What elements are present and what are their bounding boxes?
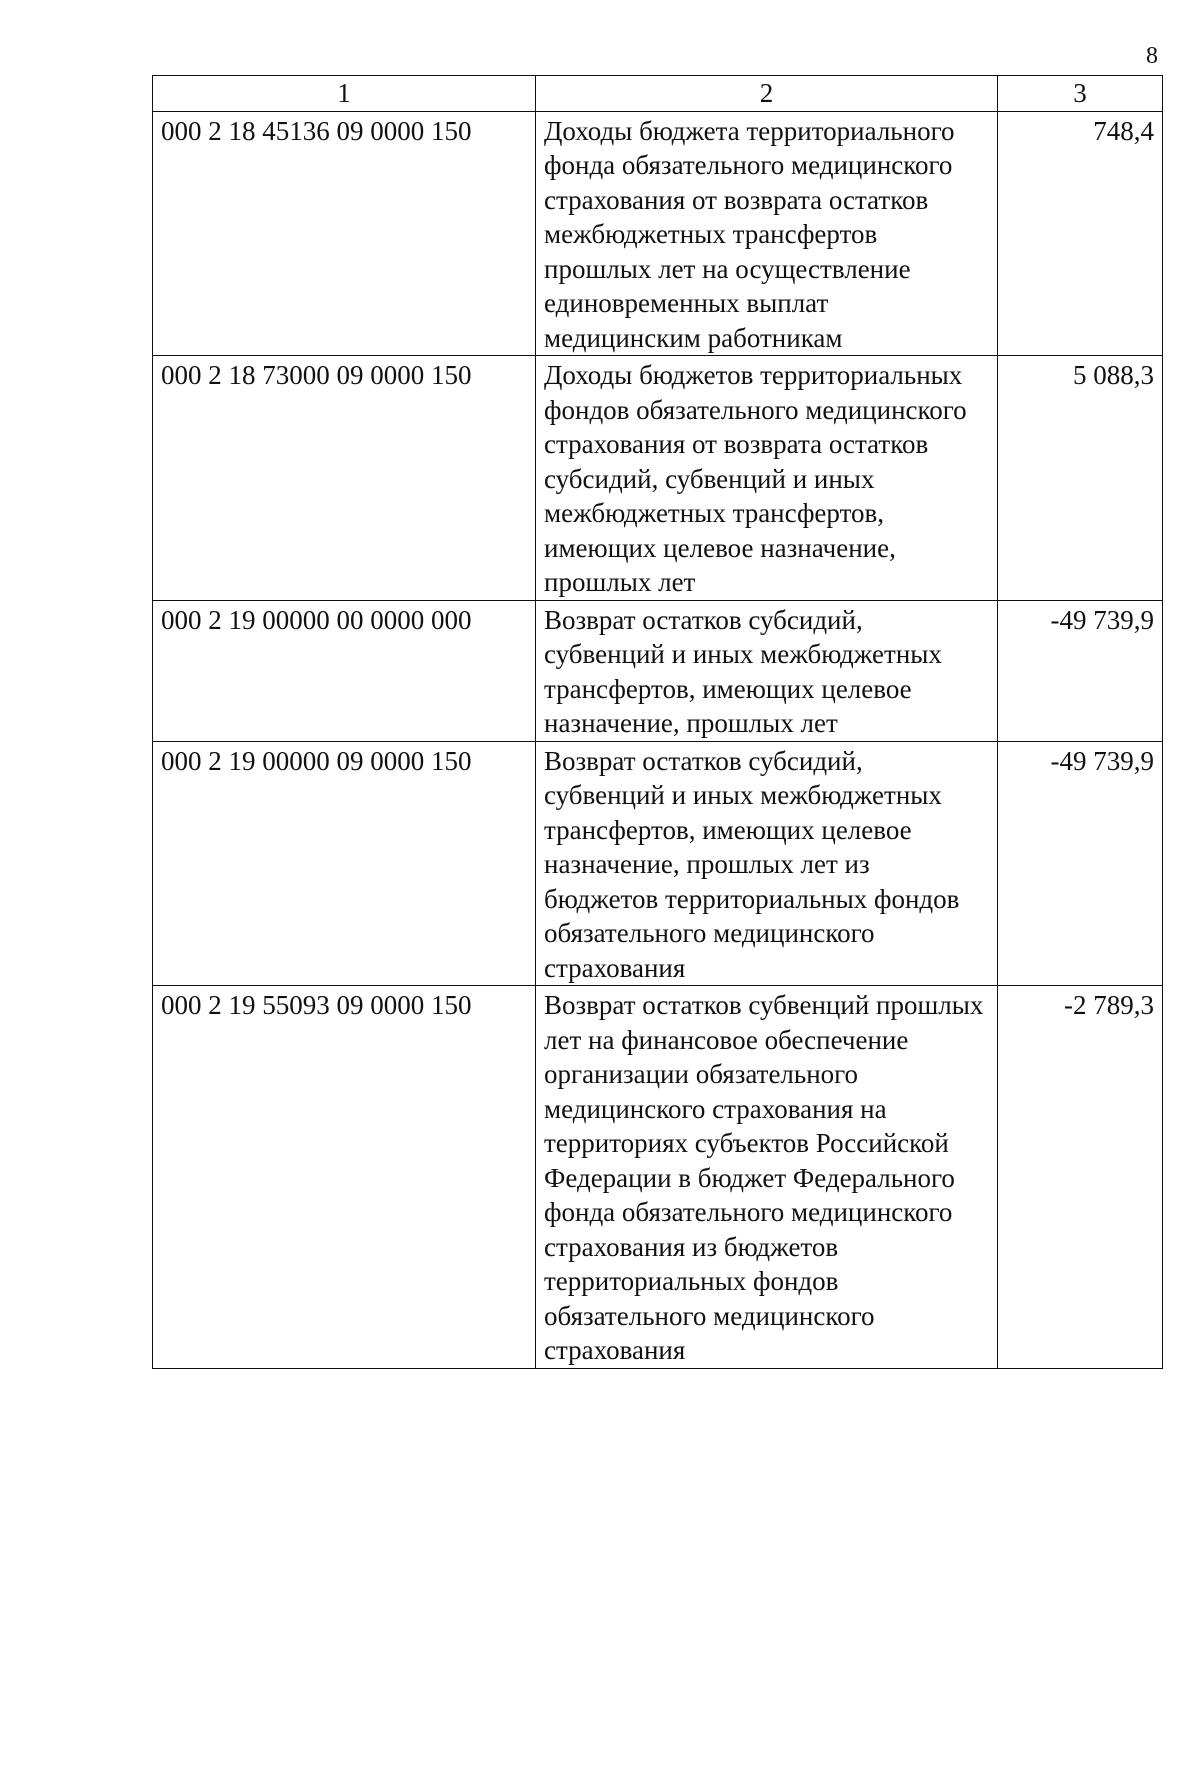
- description-cell: Доходы бюджетов территориальных фондов обязательного медицинского страхования от возврата остатков субсидий, субвенций и иных межбюджетных трансфертов, имеющих целевое назначение, прошлых лет: [536, 356, 998, 601]
- amount-cell: 5 088,3: [998, 356, 1163, 601]
- table-row: [153, 741, 1163, 986]
- budget-code-cell: 000 2 18 73000 09 0000 150: [153, 356, 536, 601]
- page-number: 8: [1146, 43, 1158, 69]
- table-row: [153, 986, 1163, 1369]
- table-row: [153, 356, 1163, 601]
- column-header-description: 2: [536, 76, 998, 112]
- table-header-row: [153, 76, 1163, 112]
- budget-code-cell: 000 2 19 00000 00 0000 000: [153, 600, 536, 741]
- description-cell: Возврат остатков субсидий, субвенций и иных межбюджетных трансфертов, имеющих целевое назначение, прошлых лет: [536, 600, 998, 741]
- budget-code-cell: 000 2 19 55093 09 0000 150: [153, 986, 536, 1369]
- budget-table: [152, 75, 1163, 1369]
- amount-cell: 748,4: [998, 111, 1163, 356]
- table-row: [153, 600, 1163, 741]
- amount-cell: -49 739,9: [998, 741, 1163, 986]
- description-cell: Доходы бюджета территориального фонда обязательного медицинского страхования от возврата остатков межбюджетных трансфертов прошлых лет на осуществление единовременных выплат медицинским работникам: [536, 111, 998, 356]
- description-cell: Возврат остатков субвенций прошлых лет на финансовое обеспечение организации обязательного медицинского страхования на территориях субъектов Российской Федерации в бюджет Федерального фонда обязательного медицинского страхования из бюджетов территориальных фондов обязательного медицинского страхования: [536, 986, 998, 1369]
- table-row: [153, 111, 1163, 356]
- column-header-code: 1: [153, 76, 536, 112]
- amount-cell: -49 739,9: [998, 600, 1163, 741]
- amount-cell: -2 789,3: [998, 986, 1163, 1369]
- description-cell: Возврат остатков субсидий, субвенций и иных межбюджетных трансфертов, имеющих целевое назначение, прошлых лет из бюджетов территориальных фондов обязательного медицинского страхования: [536, 741, 998, 986]
- budget-code-cell: 000 2 19 00000 09 0000 150: [153, 741, 536, 986]
- budget-code-cell: 000 2 18 45136 09 0000 150: [153, 111, 536, 356]
- column-header-amount: 3: [998, 76, 1163, 112]
